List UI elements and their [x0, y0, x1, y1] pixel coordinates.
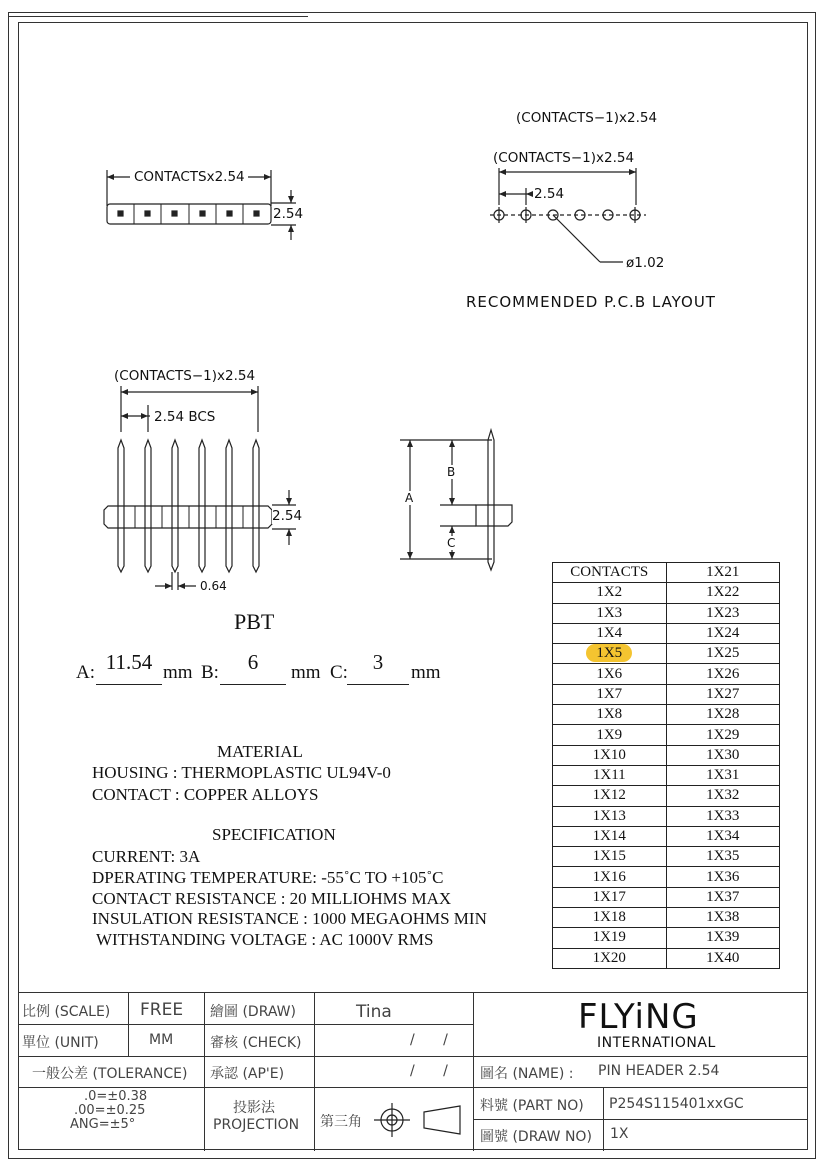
part-label: 料號 (PART NO): [480, 1098, 584, 1114]
table-cell: 1X7: [553, 684, 667, 704]
pin-width: 0.64: [200, 579, 227, 593]
table-cell: 1X23: [666, 603, 780, 623]
table-cell: 1X18: [553, 908, 667, 928]
title-block: [18, 992, 808, 1151]
table-cell: 1X2: [553, 583, 667, 603]
front-bcs: 2.54 BCS: [154, 409, 216, 425]
table-cell: 1X11: [553, 765, 667, 785]
pcb-dim-inner: (CONTACTS−1)x2.54: [493, 150, 635, 166]
table-row: [553, 826, 780, 846]
dim-a-underline: [96, 684, 162, 685]
unit-value: MM: [149, 1032, 174, 1048]
spec-line: INSULATION RESISTANCE : 1000 MEGAOHMS MIN: [92, 909, 487, 928]
table-cell: 1X4: [553, 623, 667, 643]
spec-line: DPERATING TEMPERATURE: -55˚C TO +105˚C: [92, 868, 444, 887]
side-dim-a: A: [405, 491, 414, 505]
tolerance-label: 一般公差 (TOLERANCE): [32, 1066, 188, 1082]
table-row: [553, 563, 780, 583]
spec-heading: SPECIFICATION: [212, 825, 336, 844]
draw-value: Tina: [356, 1002, 392, 1022]
top-contacts-dim: CONTACTSx2.54: [134, 169, 245, 185]
table-cell: 1X32: [666, 786, 780, 806]
name-value: PIN HEADER 2.54: [598, 1063, 720, 1079]
drawno-label: 圖號 (DRAW NO): [480, 1129, 592, 1145]
side-dim-c: C: [447, 536, 456, 550]
name-label: 圖名 (NAME) :: [480, 1066, 574, 1082]
table-cell: 1X20: [553, 948, 667, 968]
front-dim: (CONTACTS−1)x2.54: [114, 368, 256, 384]
table-cell: 1X22: [666, 583, 780, 603]
material-housing: HOUSING : THERMOPLASTIC UL94V-0: [92, 763, 391, 782]
pcb-pitch: 2.54: [534, 186, 565, 202]
pcb-hole-dia: ø1.02: [626, 255, 665, 271]
check-label: 審核 (CHECK): [210, 1035, 302, 1051]
table-cell: 1X33: [666, 806, 780, 826]
third-angle-label: 第三角: [320, 1114, 362, 1130]
table-row: [553, 644, 780, 664]
table-row: [553, 867, 780, 887]
dim-c-unit: mm: [411, 662, 441, 683]
table-cell: 1X30: [666, 745, 780, 765]
table-row: [553, 623, 780, 643]
table-cell: 1X28: [666, 705, 780, 725]
table-cell: 1X21: [666, 563, 780, 583]
check-value: / /: [410, 1032, 460, 1048]
tolerance-1: .0=±0.38: [84, 1089, 148, 1104]
table-cell: 1X14: [553, 826, 667, 846]
table-cell: 1X31: [666, 765, 780, 785]
table-cell: 1X12: [553, 786, 667, 806]
table-row: [553, 765, 780, 785]
table-row: [553, 725, 780, 745]
table-row: [553, 847, 780, 867]
material-name: PBT: [234, 609, 275, 634]
table-cell: 1X27: [666, 684, 780, 704]
side-dim-b: B: [447, 465, 456, 479]
table-cell: [553, 644, 667, 664]
dim-b-unit: mm: [291, 662, 321, 683]
table-cell: 1X38: [666, 908, 780, 928]
table-cell: 1X25: [666, 644, 780, 664]
table-cell: 1X16: [553, 867, 667, 887]
dim-b-value: 6: [247, 650, 259, 674]
pcb-title: RECOMMENDED P.C.B LAYOUT: [466, 293, 716, 311]
table-cell: 1X24: [666, 623, 780, 643]
table-row: [553, 603, 780, 623]
table-row: [553, 583, 780, 603]
table-row: [553, 664, 780, 684]
spec-line: WITHSTANDING VOLTAGE : AC 1000V RMS: [92, 930, 434, 949]
dim-c-value: 3: [372, 650, 384, 674]
table-row: [553, 745, 780, 765]
table-row: [553, 684, 780, 704]
scale-value: FREE: [140, 1000, 184, 1020]
side-view: [400, 430, 512, 570]
projection-label: PROJECTION: [213, 1117, 300, 1133]
table-row: [553, 948, 780, 968]
dim-a-label: A:: [76, 662, 95, 683]
table-cell: 1X15: [553, 847, 667, 867]
table-cell: 1X19: [553, 928, 667, 948]
table-cell: 1X36: [666, 867, 780, 887]
table-cell: 1X34: [666, 826, 780, 846]
table-cell: 1X8: [553, 705, 667, 725]
table-row: [553, 806, 780, 826]
table-cell: 1X35: [666, 847, 780, 867]
drawno-value: 1X: [610, 1126, 629, 1142]
table-cell: 1X10: [553, 745, 667, 765]
table-cell: 1X9: [553, 725, 667, 745]
contacts-table: [552, 562, 780, 969]
projection-label-cn: 投影法: [233, 1100, 275, 1116]
table-cell: 1X39: [666, 928, 780, 948]
table-row: [553, 908, 780, 928]
front-side-dim: 2.54: [272, 508, 303, 524]
table-cell: 1X40: [666, 948, 780, 968]
table-row: [553, 786, 780, 806]
part-value: P254S115401xxGC: [609, 1096, 744, 1112]
dim-c-label: C:: [330, 662, 348, 683]
tolerance-3: ANG=±5°: [70, 1117, 136, 1132]
company-sub: INTERNATIONAL: [597, 1035, 716, 1051]
table-cell: 1X17: [553, 887, 667, 907]
material-heading: MATERIAL: [217, 742, 303, 761]
draw-label: 繪圖 (DRAW): [210, 1004, 296, 1020]
table-cell: 1X3: [553, 603, 667, 623]
dim-b-underline: [220, 684, 286, 685]
pcb-dim-outer: (CONTACTS−1)x2.54: [516, 110, 658, 126]
top-side-dim: 2.54: [273, 206, 304, 222]
table-cell: 1X29: [666, 725, 780, 745]
highlighted-contact: 1X5: [586, 644, 632, 662]
material-contact: CONTACT : COPPER ALLOYS: [92, 785, 319, 804]
table-cell: 1X37: [666, 887, 780, 907]
tolerance-2: .00=±0.25: [74, 1103, 146, 1118]
table-row: [553, 705, 780, 725]
table-row: [553, 928, 780, 948]
table-cell: CONTACTS: [553, 563, 667, 583]
table-cell: 1X6: [553, 664, 667, 684]
ape-label: 承認 (AP'E): [210, 1066, 285, 1082]
ape-value: / /: [410, 1063, 460, 1079]
table-row: [553, 887, 780, 907]
dim-c-underline: [347, 684, 409, 685]
dim-a-value: 11.54: [105, 650, 153, 674]
table-cell: 1X26: [666, 664, 780, 684]
spec-line: CONTACT RESISTANCE : 20 MILLIOHMS MAX: [92, 889, 452, 908]
pcb-layout: [490, 168, 646, 262]
dim-a-unit: mm: [163, 662, 193, 683]
table-cell: 1X13: [553, 806, 667, 826]
scale-label: 比例 (SCALE): [22, 1004, 111, 1020]
company-logo: FLYiNG: [578, 997, 699, 1037]
unit-label: 單位 (UNIT): [22, 1035, 99, 1051]
dim-b-label: B:: [201, 662, 219, 683]
spec-line: CURRENT: 3A: [92, 847, 201, 866]
